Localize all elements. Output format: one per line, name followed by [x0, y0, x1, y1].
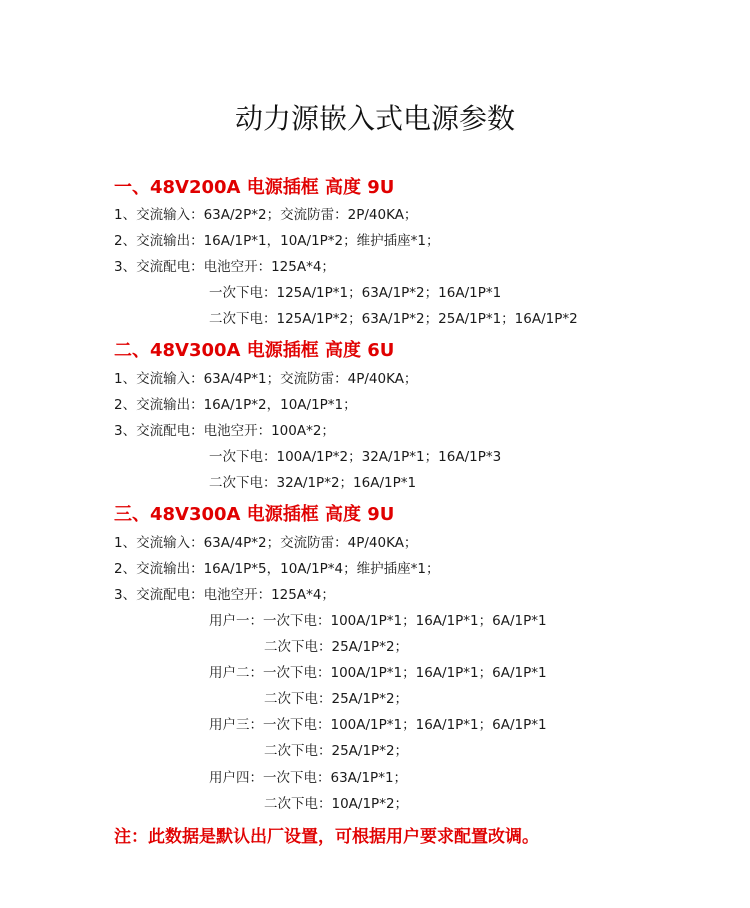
spec-line: 一次下电：100A/1P*2；32A/1P*1；16A/1P*3 [209, 449, 502, 465]
spec-line: 二次下电：25A/1P*2； [264, 691, 409, 707]
spec-line: 一次下电：125A/1P*1；63A/1P*2；16A/1P*1 [209, 285, 502, 301]
spec-line: 二次下电：32A/1P*2；16A/1P*1 [209, 475, 417, 491]
spec-line: 用户二：一次下电：100A/1P*1；16A/1P*1；6A/1P*1 [209, 665, 547, 681]
spec-line: 二次下电：125A/1P*2；63A/1P*2；25A/1P*1；16A/1P*2 [209, 311, 578, 327]
spec-line: 2、交流输出：16A/1P*2，10A/1P*1； [114, 397, 357, 413]
spec-line: 用户一：一次下电：100A/1P*1；16A/1P*1；6A/1P*1 [209, 613, 547, 629]
spec-line: 用户三：一次下电：100A/1P*1；16A/1P*1；6A/1P*1 [209, 717, 547, 733]
spec-line: 1、交流输入：63A/2P*2；交流防雷：2P/40KA； [114, 207, 418, 223]
spec-line: 3、交流配电：电池空开：125A*4； [114, 587, 335, 603]
spec-line: 1、交流输入：63A/4P*2；交流防雷：4P/40KA； [114, 535, 418, 551]
spec-line: 二次下电：25A/1P*2； [264, 639, 409, 655]
spec-line: 1、交流输入：63A/4P*1；交流防雷：4P/40KA； [114, 371, 418, 387]
section-heading: 三、48V300A 电源插框 高度 9U [114, 504, 395, 525]
spec-line: 2、交流输出：16A/1P*5，10A/1P*4；维护插座*1； [114, 561, 440, 577]
spec-line: 二次下电：10A/1P*2； [264, 796, 409, 812]
spec-line: 二次下电：25A/1P*2； [264, 743, 409, 759]
page-title: 动力源嵌入式电源参数 [234, 102, 515, 135]
section-heading: 二、48V300A 电源插框 高度 6U [114, 340, 395, 361]
spec-line: 用户四：一次下电：63A/1P*1； [209, 770, 408, 786]
spec-line: 3、交流配电：电池空开：125A*4； [114, 259, 335, 275]
section-heading: 一、48V200A 电源插框 高度 9U [114, 177, 395, 198]
footnote: 注：此数据是默认出厂设置，可根据用户要求配置改调。 [114, 827, 539, 847]
spec-line: 2、交流输出：16A/1P*1，10A/1P*2；维护插座*1； [114, 233, 440, 249]
spec-line: 3、交流配电：电池空开：100A*2； [114, 423, 335, 439]
